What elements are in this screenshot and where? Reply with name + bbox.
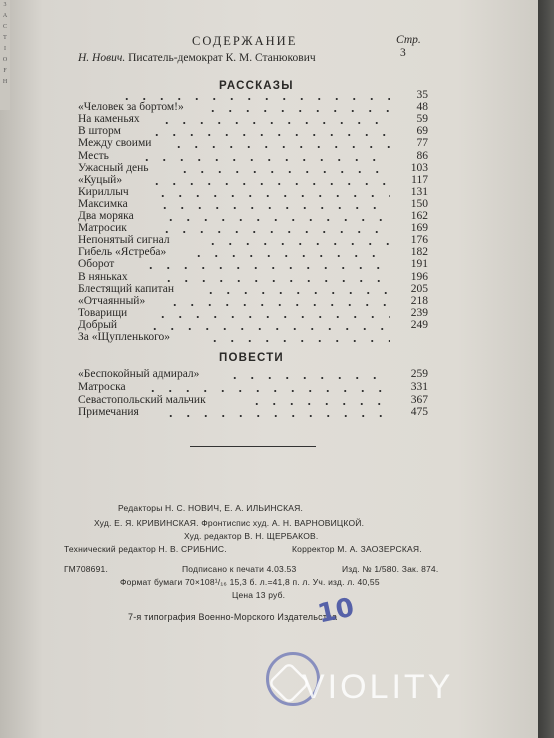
- toc-entry-title: Добрый: [78, 318, 118, 331]
- toc-entry-page: 169: [410, 222, 428, 235]
- background-edge: [538, 0, 554, 738]
- toc-leader-dots: [148, 134, 390, 136]
- side-letter: I: [4, 46, 6, 52]
- toc-entry-page: 191: [410, 258, 428, 271]
- toc-leader-dots: [148, 183, 390, 185]
- side-letter: T: [3, 35, 7, 41]
- toc-entry-title: «Человек за бортом!»: [78, 101, 184, 114]
- toc-leader-dots: [162, 415, 390, 417]
- side-letter: O: [2, 57, 8, 63]
- toc-entry: [78, 406, 430, 420]
- toc-leader-dots: [158, 231, 390, 233]
- toc-entry-page: 86: [416, 149, 428, 162]
- toc-entry-title: Между своими: [78, 137, 152, 150]
- toc-entry-page: 77: [416, 137, 428, 150]
- toc-entry-page: 35: [416, 89, 428, 101]
- toc-leader-dots: [204, 110, 390, 112]
- toc-entry-page: 131: [410, 185, 428, 198]
- toc-leader-dots: [190, 255, 390, 257]
- side-letter: F: [3, 68, 7, 74]
- toc-entry-page: 182: [410, 246, 428, 259]
- toc-leader-dots: [138, 159, 390, 161]
- toc-leader-dots: [154, 195, 390, 197]
- toc-entry-page: 249: [410, 318, 428, 331]
- divider-rule: [190, 446, 316, 447]
- intro-entry: [78, 52, 316, 64]
- imprint-edition: Изд. № 1/580. Зак. 874.: [342, 564, 439, 574]
- toc-leader-dots: [156, 207, 390, 209]
- toc-leader-dots: [206, 340, 390, 342]
- imprint-format: Формат бумаги 70×108¹/₁₆ 15,3 б. л.=41,8 п. л. Уч. изд. л. 40,55: [120, 577, 380, 587]
- toc-entry-page: 331: [410, 380, 428, 393]
- imprint-price: Цена 13 руб.: [232, 590, 286, 600]
- intro-author: Н. Нович.: [78, 52, 126, 64]
- toc-entry-title: Севастопольский мальчик: [78, 393, 206, 406]
- toc-entry-title: «Отчаянный»: [78, 294, 146, 307]
- toc-entry-title: За «Щупленького»: [78, 331, 171, 343]
- page-title: СОДЕРЖАНИЕ: [192, 34, 298, 48]
- toc-entry-page: 162: [410, 210, 428, 222]
- toc-entry-title: «Куцый»: [78, 173, 123, 186]
- credits-proofreader: Корректор М. А. ЗАОЗЕРСКАЯ.: [292, 544, 422, 554]
- credits-art-editor: Худ. редактор В. Н. ЩЕРБАКОВ.: [184, 531, 319, 541]
- ink-stamp-number: 10: [315, 592, 357, 630]
- toc-leader-dots: [170, 146, 390, 148]
- side-letter: 3: [3, 2, 7, 8]
- toc-entry-page: 103: [410, 161, 428, 174]
- toc-leader-dots: [154, 316, 390, 318]
- toc-leader-dots: [146, 328, 390, 330]
- toc-entry-page: 259: [410, 368, 428, 380]
- toc-entry-page: 205: [410, 282, 428, 295]
- credits-artists: Худ. Е. Я. КРИВИНСКАЯ. Фронтиспис худ. А. Н. ВАРНОВИЦКОЙ.: [94, 518, 365, 528]
- novels-heading: ПОВЕСТИ: [219, 352, 284, 364]
- toc-entry-page: 69: [416, 125, 428, 138]
- page-column-label: Стр.: [396, 34, 421, 46]
- credits-editors: Редакторы Н. С. НОВИЧ, Е. А. ИЛЬИНСКАЯ.: [118, 503, 304, 513]
- toc-leader-dots: [158, 122, 390, 124]
- toc-leader-dots: [202, 292, 390, 294]
- side-letter: H: [2, 79, 8, 85]
- toc-leader-dots: [204, 243, 390, 245]
- toc-leader-dots: [144, 390, 390, 392]
- toc-leader-dots: [166, 304, 390, 306]
- toc-entry-title: Два моряка: [78, 210, 134, 222]
- toc-leader-dots: [118, 98, 390, 100]
- toc-entry-title: Матросик: [78, 222, 127, 235]
- toc-entry-page: 117: [411, 173, 428, 186]
- toc-entry-page: 176: [410, 234, 428, 247]
- toc-entry-page: 239: [410, 306, 428, 319]
- intro-title: Писатель-демократ К. М. Станюкович: [128, 52, 316, 64]
- toc-entry-page: 48: [416, 101, 428, 114]
- toc-entry-title: Непонятый сигнал: [78, 234, 170, 247]
- toc-entry-title: На каменьях: [78, 113, 140, 126]
- imprint-code: ГМ708691.: [64, 564, 109, 574]
- toc-entry-title: Гибель «Ястреба»: [78, 246, 167, 259]
- toc-entry-page: 218: [410, 294, 428, 307]
- toc-entry-page: 196: [410, 270, 428, 283]
- intro-page: 3: [400, 47, 406, 59]
- toc-leader-dots: [176, 171, 390, 173]
- toc-entry-page: 59: [416, 113, 428, 126]
- stories-heading: РАССКАЗЫ: [219, 80, 294, 92]
- toc-entry-title: «Беспокойный адмирал»: [78, 368, 200, 380]
- toc-leader-dots: [226, 377, 390, 379]
- toc-entry-title: Ужасный день: [78, 161, 149, 174]
- toc-entry-page: 367: [410, 393, 428, 406]
- side-letter: A: [2, 13, 8, 19]
- adjacent-page-strip: [0, 0, 10, 110]
- imprint-signed: Подписано к печати 4.03.53: [182, 564, 297, 574]
- toc-entry: [78, 331, 430, 345]
- toc-entry-title: Месть: [78, 149, 109, 162]
- toc-entry-title: Блестящий капитан: [78, 282, 174, 295]
- credits-tech-editor: Технический редактор Н. В. СРИБНИС.: [64, 544, 227, 554]
- imprint-printer: 7-я типография Военно-Морского Издательства: [128, 612, 338, 622]
- toc-entry-title: В шторм: [78, 125, 121, 138]
- toc-entry-title: Максимка: [78, 197, 128, 210]
- watermark-text: VIOLITY: [302, 668, 454, 706]
- toc-entry-title: В няньках: [78, 270, 128, 283]
- toc-entry-page: 150: [410, 197, 428, 210]
- toc-entry-title: Матроска: [78, 380, 126, 393]
- toc-entry-title: Товарищи: [78, 306, 128, 319]
- toc-entry-title: Примечания: [78, 406, 139, 419]
- toc-leader-dots: [162, 219, 390, 221]
- toc-entry-title: Оборот: [78, 258, 115, 271]
- toc-leader-dots: [248, 403, 390, 405]
- toc-leader-dots: [160, 280, 390, 282]
- toc-entry-title: Кириллыч: [78, 185, 129, 198]
- toc-entry-page: 475: [410, 406, 428, 419]
- toc-leader-dots: [142, 267, 390, 269]
- side-letter: C: [2, 24, 7, 30]
